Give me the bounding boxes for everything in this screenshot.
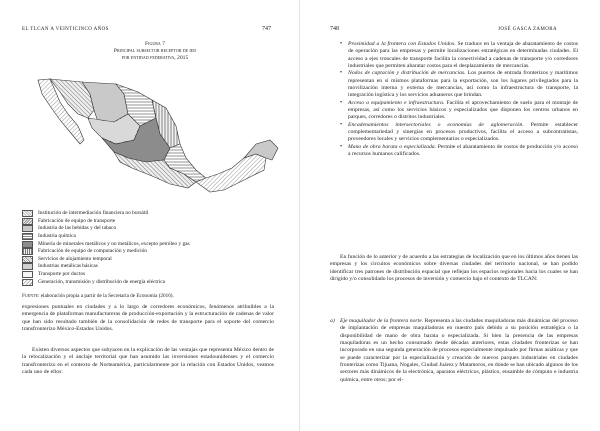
map-legend (22, 210, 292, 286)
list-item: • Nodos de captación y distribución de mercancías. Los puertos de entrada fronterizos y marítimos representan en sí mismos plataformas para la exportación, son los lugares privilegiados para la movilización interna y externa de mercancías, así como la infraestructura de transporte, la integración logística y los servicios aduaneros que brindan. (340, 70, 578, 99)
legend-swatch (22, 210, 33, 217)
advantages-list (340, 41, 578, 159)
legend-item: Industria de las bebidas y del tabaco (22, 225, 292, 233)
body-paragraph-2: Existen diversos aspectos que subyacen en la explicación de las ventajas que representa México dentro de la relocalización y el anclaje territorial que han asumido las inversiones estadounidenses y el comercio transfronterizo en el contexto de Norteamérica, particularmente por la relación con Estados Unidos, veamos cada uno de ellos: (22, 347, 274, 376)
body-paragraph-1: expresiones puntuales en ciudades y a lo largo de corredores económicos, fenómenos atribuibles a la emergencia de plataformas manufactureras de producción-exportación y la estructuración de cadenas de valor que han sido resultado también de la consolidación de redes de transporte para el soporte del comercio transfronterizo México-Estados Unidos. (22, 304, 274, 333)
legend-swatch (22, 279, 33, 286)
figure-caption (40, 41, 270, 63)
item-a-text: Representa a las ciudades maquiladoras más dinámicas del proceso de implantación de empresas maquiladoras en nuestro país debido a su posición estratégica o la disponibilidad de mano de obra barata o especializada. Si bien la presencia de las empresas maquiladoras es un hecho consumado desde décadas anteriores, estas ciudades fronterizas se han incorporado en una segunda generación de procesos especialmente impulsado por firmas asiáticas y que se puede caracterizar por la especialización y creación de nuevos parques industriales en ciudades fronterizas como Tijuana, Nogales, Ciudad Juárez y Matamoros, en donde se han ubicado algunos de los sectores más dinámicos de la electrónica, aparatos eléctricos, plástico, ensamble de cómputo e industria química, entre otros; por el- (340, 318, 578, 383)
legend-swatch (22, 263, 33, 270)
legend-item: Fabricación de equipo de computación y medición (22, 248, 292, 256)
running-head-left: EL TLCAN A VEINTICINCO AÑOS (22, 27, 109, 32)
legend-item: Fabricación de equipo de transporte (22, 218, 292, 226)
figure-source: Fuente: elaboración propia a partir de la Secretaría de Economía (2016). (22, 293, 174, 299)
legend-item: Industria química (22, 233, 292, 241)
legend-item: Servicios de alojamiento temporal (22, 256, 292, 264)
legend-swatch (22, 218, 33, 225)
legend-swatch (22, 271, 33, 278)
list-item: • Encadenamientos intersectoriales o economías de aglomeración. Permite establecer complementariedad y sinergias en procesos productivos, facilita el acceso a subcontratistas, proveedores locales y servicios complementarios o especializados. (340, 121, 578, 143)
figure-title-line-2: por entidad federativa, 2015 (121, 55, 189, 62)
legend-item: Minería de minerales metálicos y no metálicos, excepto petróleo y gas (22, 240, 292, 248)
legend-item: Generación, transmisión y distribución de energía eléctrica (22, 278, 292, 286)
bullet-icon: • (340, 99, 343, 106)
bullet-icon: • (340, 121, 343, 128)
body-paragraph-3: En función de lo anterior y de acuerdo a las estrategias de localización que en los últimos años tienen las empresas y los circuitos económicos sobre diversas ciudades del territorio nacional, se han podido identificar tres patrones de distribución espacial que reflejan los espacios regionales hacia los cuales se han dirigido y/o consolidado los procesos de inversión y comercio bajo el contexto de TLCAN: (330, 254, 579, 283)
item-a-label: a) (330, 318, 335, 324)
region-southeast (196, 154, 266, 192)
page-number-left: 747 (262, 26, 271, 32)
legend-item: Transporte por ductos (22, 271, 292, 279)
mexico-fdi-map (20, 74, 288, 204)
bullet-icon: • (340, 143, 343, 150)
legend-swatch (22, 248, 33, 255)
legend-item: Industrias metálicas básicas (22, 263, 292, 271)
list-item: • Mano de obra barata o especializada. Permite el abaratamiento de costos de producción y/o acceso a recursos humanos calificados. (340, 143, 578, 158)
legend-swatch (22, 256, 33, 263)
bullet-icon: • (340, 70, 343, 77)
item-a-term: Eje maquilador de la frontera norte. (340, 318, 424, 324)
page-number-right: 748 (330, 26, 339, 32)
list-item-a (330, 318, 578, 384)
bullet-icon: • (340, 41, 343, 47)
legend-swatch (22, 233, 33, 240)
running-head-right: JOSÉ GASCA ZAMORA (498, 27, 558, 32)
legend-swatch (22, 241, 33, 248)
figure-number: Figura 7 (145, 41, 165, 47)
figure-title-line-1: Principal subsector receptor de ied (113, 48, 197, 55)
list-item: • Proximidad a la frontera con Estados Unidos. Se traduce en la ventaja de abaratamiento de costos de operación para las empresas y permite localizaciones estratégicas en determinadas ciudades. El acceso a ejes troncales de transporte facilita la conectividad a cadenas de transporte y/o corredores industriales que permiten abaratar costos para el desplazamiento de mercancías. (340, 41, 579, 70)
legend-swatch (22, 225, 33, 232)
list-item: • Acceso a equipamiento e infraestructura. Facilita el aprovechamiento de suelo para el montaje de empresas, así como los servicios básicos y especializados que disponen los centros urbanos en parques, corredores o distritos industriales. (340, 99, 579, 121)
legend-item: Institución de intermediación financiera no bursátil (22, 210, 292, 218)
